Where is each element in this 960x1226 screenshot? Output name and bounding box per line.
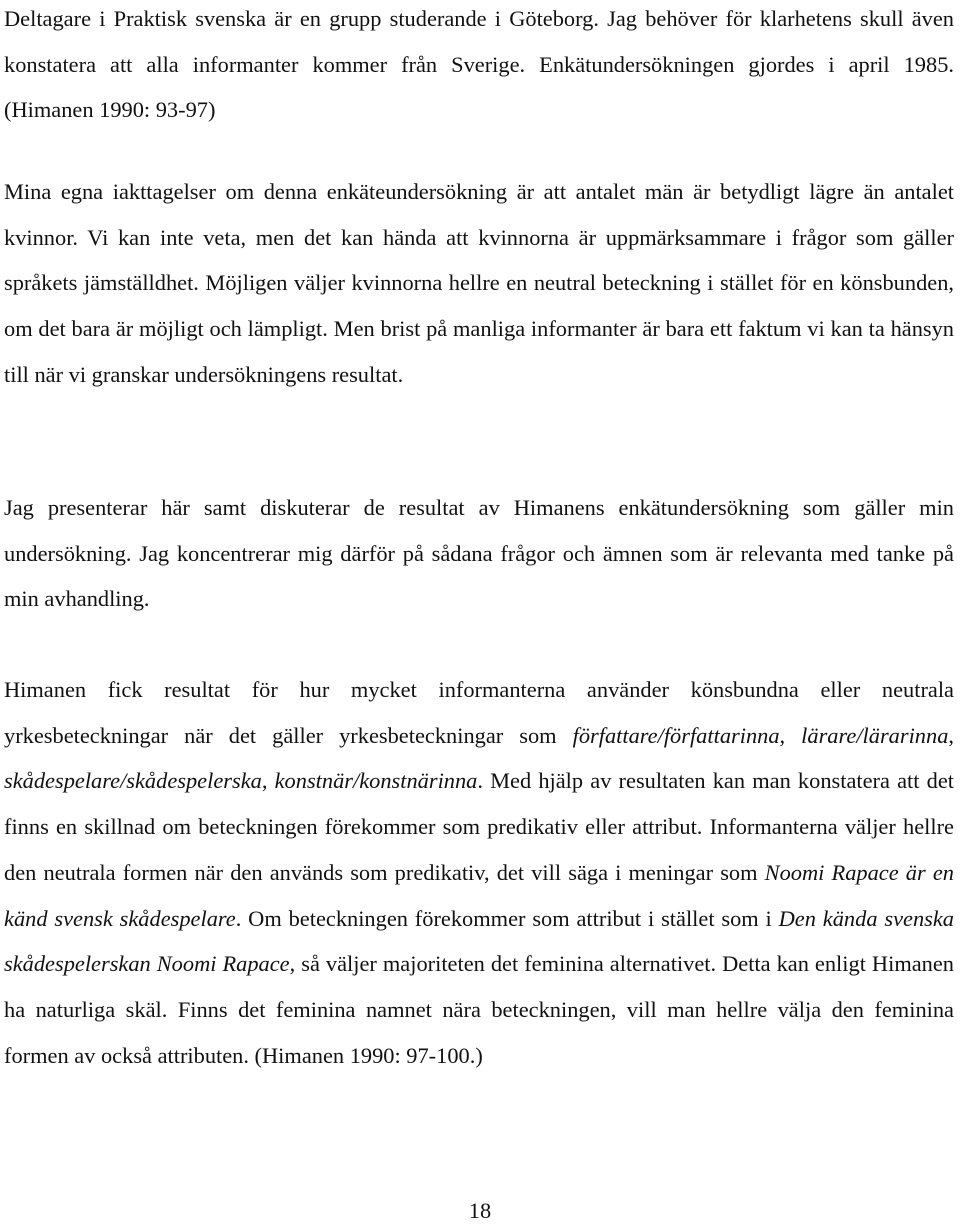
paragraph-text: , bbox=[261, 768, 275, 794]
italic-example-text: författare/författarinna bbox=[572, 722, 780, 748]
paragraph-text: . Med hjälp av resultaten kan man konstatera att det finns en skillnad om beteckningen förekommer som predikativ eller attribut. Informanterna väljer hellre den neutrala formen när den används som predikativ, det vill säga i meningar som bbox=[4, 768, 954, 885]
paragraph-2 bbox=[4, 169, 954, 398]
paragraph-text: Mina egna iakttagelser om denna enkäteundersökning är att antalet män är betydligt lägre än antalet kvinnor. Vi kan inte veta, men det kan hända att kvinnorna är uppmärksammare i frågor som gäller språkets jämställdhet. Möjligen väljer kvinnorna hellre en neutral beteckning i stället för en könsbunden, om det bara är möjligt och lämpligt. Men brist på manliga informanter är bara ett faktum vi kan ta hänsyn till när vi granskar undersökningens resultat. bbox=[4, 179, 954, 387]
paragraph-1 bbox=[4, 0, 954, 133]
paragraph-text: Jag presenterar här samt diskuterar de resultat av Himanens enkätundersökning som gäller min undersökning. Jag koncentrerar mig därför på sådana frågor och ämnen som är relevanta med tanke på min avhandling. bbox=[4, 495, 954, 612]
italic-example-text: Den kända svenska skådespelerskan Noomi Rapace bbox=[4, 905, 954, 977]
paragraph-text: . Om beteckningen förekommer som attribut i stället som i bbox=[235, 905, 779, 931]
italic-example-text: konstnär/konstnärinna bbox=[274, 768, 478, 794]
paragraph-4 bbox=[4, 667, 954, 1078]
paragraph-text: Himanen fick resultat för hur mycket informanterna använder könsbundna eller neutrala yrkesbeteckningar när det gäller yrkesbeteckningar som bbox=[4, 677, 954, 748]
paragraph-text: , så väljer majoriteten det feminina alternativet. Detta kan enligt Himanen ha naturliga skäl. Finns det feminina namnet nära beteckningen, vill man hellre välja den feminina formen av också attributen. (Himanen 1990: 97-100.) bbox=[4, 951, 954, 1068]
italic-example-text: skådespelare/skådespelerska bbox=[4, 768, 262, 794]
paragraph-text: Deltagare i Praktisk svenska är en grupp studerande i Göteborg. Jag behöver för klarhetens skull även konstatera att alla informanter kommer från Sverige. Enkätundersökningen gjordes i april 1985. (Himanen 1990: 93-97) bbox=[4, 6, 954, 123]
paragraph-text: , bbox=[779, 722, 802, 748]
italic-example-text: lärare/lärarinna bbox=[801, 722, 949, 748]
paragraph-text: , bbox=[948, 722, 954, 748]
page-number: 18 bbox=[468, 1198, 492, 1223]
paragraph-3 bbox=[4, 485, 954, 622]
italic-example-text: Noomi Rapace är en känd svensk skådespelare bbox=[4, 859, 954, 931]
